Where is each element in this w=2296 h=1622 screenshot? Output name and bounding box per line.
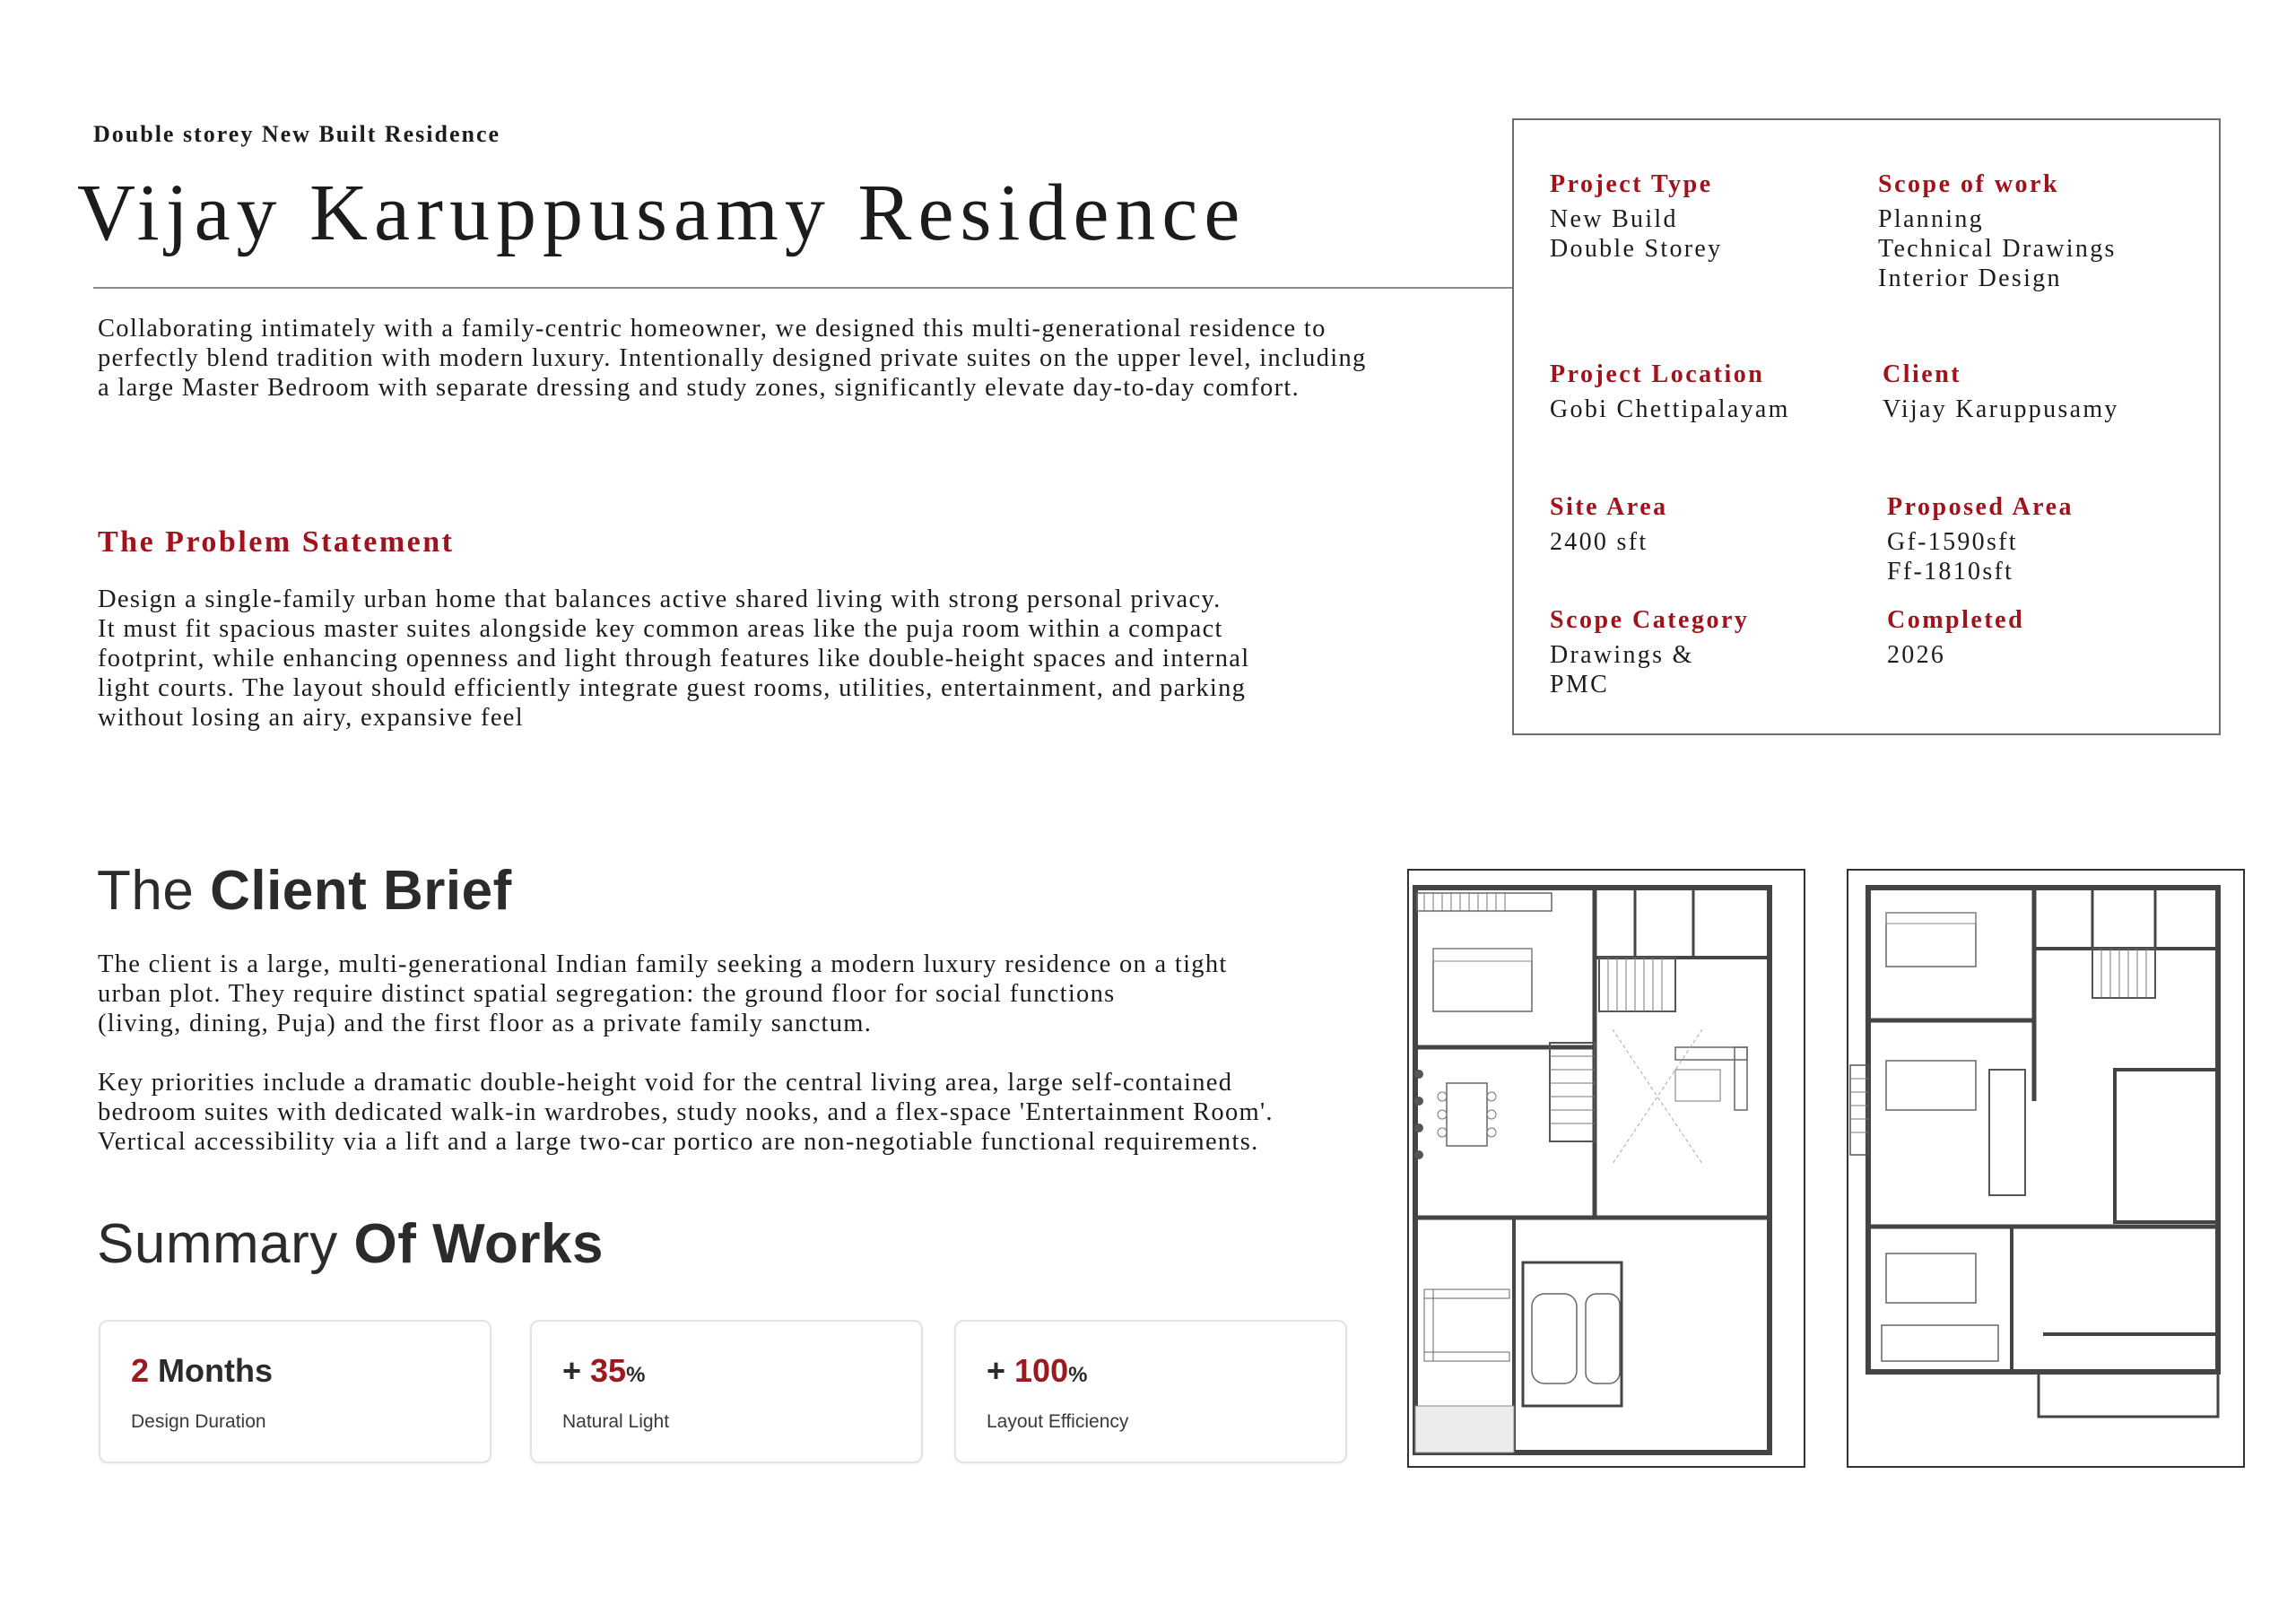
brief-line: bedroom suites with dedicated walk-in wardrobes, study nooks, and a flex-space 'Entertainment Room'. [98, 1098, 1274, 1126]
info-value-line: Ff-1810sft [1887, 558, 2014, 585]
intro-line: perfectly blend tradition with modern luxury. Intentionally designed private suites on the upper level, including [98, 344, 1367, 372]
summary-heading-light: Summary [97, 1213, 354, 1275]
stat-unit: % [1068, 1363, 1088, 1387]
brief-line: Vertical accessibility via a lift and a large two-car portico are non-negotiable functional requirements. [98, 1128, 1259, 1156]
info-completed [1887, 604, 2024, 670]
problem-line: without losing an airy, expansive feel [98, 704, 524, 732]
stat-label: Natural Light [562, 1411, 670, 1432]
info-value-line: Interior Design [1878, 265, 2062, 292]
info-site-area [1550, 491, 1668, 557]
summary-of-works-heading [97, 1212, 604, 1276]
intro-paragraph [98, 314, 1367, 403]
info-value [1887, 527, 2074, 586]
project-subtitle: Double storey New Built Residence [93, 121, 501, 147]
problem-line: Design a single-family urban home that balances active shared living with strong personal privacy. [98, 585, 1222, 613]
problem-line: light courts. The layout should efficiently integrate guest rooms, utilities, entertainment, and parking [98, 674, 1247, 702]
info-value-line: Gf-1590sft [1887, 528, 2018, 556]
intro-line: Collaborating intimately with a family-centric homeowner, we designed this multi-generational residence to [98, 315, 1326, 343]
info-label: Project Location [1550, 360, 1765, 388]
info-value [1550, 640, 1749, 699]
stat-value [562, 1352, 645, 1390]
info-value [1550, 527, 1668, 557]
info-label: Scope Category [1550, 606, 1750, 634]
brief-line: (living, dining, Puja) and the first floor as a private family sanctum. [98, 1010, 873, 1037]
stat-number: 100 [1014, 1352, 1069, 1389]
info-project-type [1550, 169, 1722, 264]
ground-floor-plan-drawing [1406, 868, 1806, 1469]
info-value-line: Technical Drawings [1878, 235, 2117, 263]
stat-label: Layout Efficiency [987, 1411, 1129, 1432]
stat-prefix: + [987, 1352, 1015, 1389]
info-value-line: PMC [1550, 671, 1610, 698]
info-label: Project Type [1550, 170, 1713, 198]
brief-line: urban plot. They require distinct spatial segregation: the ground floor for social functions [98, 980, 1116, 1008]
stat-card-design-duration [99, 1320, 491, 1463]
brief-line: Key priorities include a dramatic double-height void for the central living area, large self-contained [98, 1069, 1233, 1097]
project-title: Vijay Karuppusamy Residence [77, 169, 1247, 257]
info-value-line: Gobi Chettipalayam [1550, 395, 1790, 423]
problem-statement-paragraph [98, 585, 1249, 733]
info-client [1883, 359, 2119, 424]
info-label: Proposed Area [1887, 493, 2074, 521]
info-value [1887, 640, 2024, 670]
info-label: Completed [1887, 606, 2025, 634]
info-value-line: 2026 [1887, 641, 1946, 669]
stat-prefix: + [562, 1352, 591, 1389]
info-value-line: Drawings & [1550, 641, 1694, 669]
stat-number: 2 [131, 1352, 150, 1389]
info-value-line: Vijay Karuppusamy [1883, 395, 2119, 423]
info-label: Scope of work [1878, 170, 2060, 198]
summary-heading-bold: Of Works [353, 1213, 604, 1275]
ground-floor-plan-image [1406, 868, 1806, 1469]
info-value-line: Planning [1878, 205, 1984, 233]
problem-line: footprint, while enhancing openness and light through features like double-height spaces and internal [98, 645, 1250, 672]
project-info-box [1512, 118, 2221, 735]
stat-card-layout-efficiency [954, 1320, 1347, 1463]
info-label: Site Area [1550, 493, 1668, 521]
problem-line: It must fit spacious master suites alongside key common areas like the puja room within a compact [98, 615, 1223, 643]
title-divider [93, 287, 1514, 289]
brief-line: The client is a large, multi-generational Indian family seeking a modern luxury residence on a tight [98, 950, 1228, 978]
info-value [1550, 204, 1722, 264]
client-brief-heading-bold: Client Brief [210, 860, 512, 922]
client-brief-paragraph-1 [98, 950, 1228, 1038]
stat-label: Design Duration [131, 1411, 266, 1432]
first-floor-plan-drawing [1846, 868, 2246, 1469]
client-brief-heading-light: The [97, 860, 211, 922]
first-floor-plan-image [1846, 868, 2246, 1469]
info-value-line: Double Storey [1550, 235, 1723, 263]
info-value [1550, 395, 1790, 424]
info-scope-of-work [1878, 169, 2117, 293]
client-brief-paragraph-2 [98, 1068, 1274, 1157]
info-project-location [1550, 359, 1790, 424]
info-label: Client [1883, 360, 1962, 388]
info-value [1883, 395, 2119, 424]
stat-unit: % [626, 1363, 646, 1387]
client-brief-heading [97, 859, 512, 923]
info-proposed-area [1887, 491, 2074, 586]
info-value-line: 2400 sft [1550, 528, 1648, 556]
intro-line: a large Master Bedroom with separate dressing and study zones, significantly elevate day-to-day comfort. [98, 374, 1300, 402]
stat-suffix: Months [149, 1352, 274, 1389]
info-scope-category [1550, 604, 1749, 699]
stat-value [131, 1352, 273, 1390]
info-value [1878, 204, 2117, 293]
stat-card-natural-light [530, 1320, 923, 1463]
stat-value [987, 1352, 1087, 1390]
stat-number: 35 [590, 1352, 627, 1389]
info-value-line: New Build [1550, 205, 1678, 233]
problem-statement-heading: The Problem Statement [98, 525, 455, 559]
